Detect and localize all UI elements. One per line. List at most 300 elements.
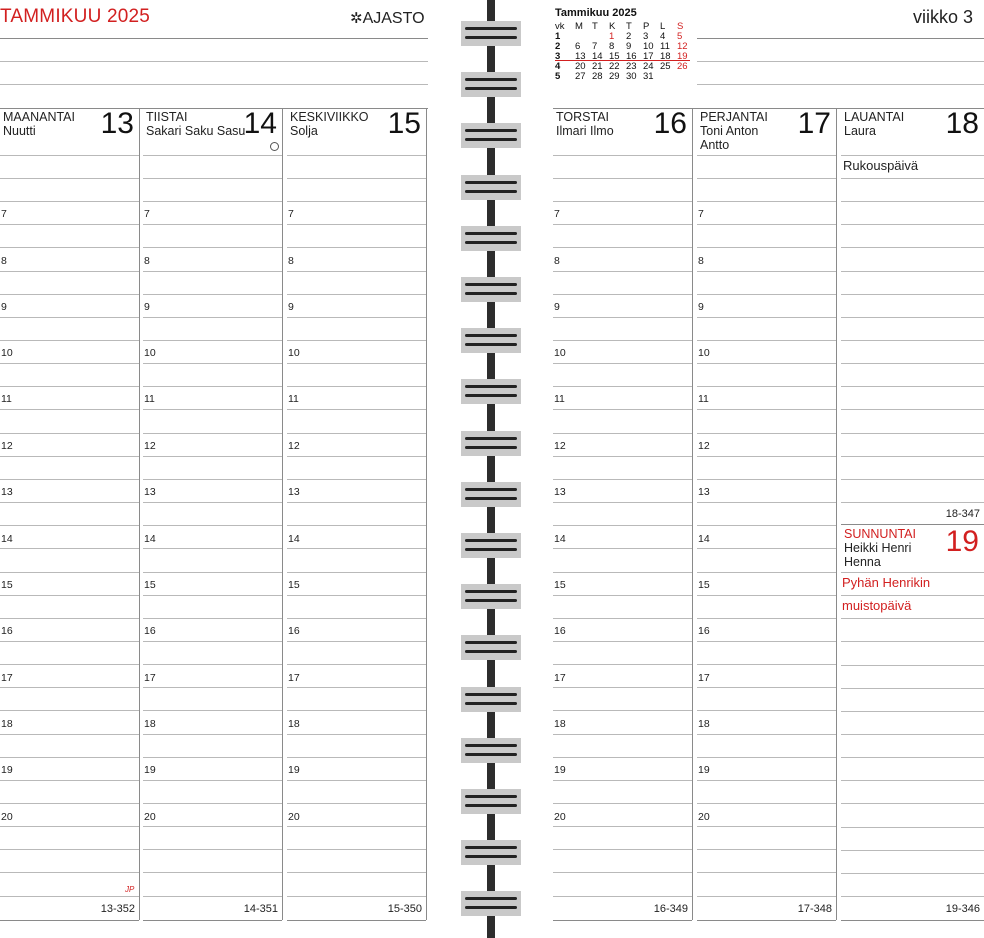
ring-wire bbox=[465, 795, 517, 798]
hour-label: 9 bbox=[288, 301, 294, 313]
line bbox=[287, 849, 426, 850]
hour-label: 14 bbox=[1, 533, 13, 545]
line bbox=[553, 363, 692, 364]
day-name: PERJANTAI bbox=[700, 110, 768, 124]
ring-wire bbox=[465, 343, 517, 346]
line bbox=[553, 849, 692, 850]
ring-slot bbox=[461, 379, 521, 404]
hour-label: 18 bbox=[698, 718, 710, 730]
spiral-ring bbox=[461, 584, 521, 609]
line bbox=[143, 525, 282, 526]
hour-label: 9 bbox=[698, 301, 704, 313]
hour-label: 15 bbox=[554, 579, 566, 591]
mini-calendar-day: 20 bbox=[575, 61, 586, 72]
line bbox=[287, 757, 426, 758]
hour-label: 10 bbox=[144, 347, 156, 359]
line bbox=[0, 479, 139, 480]
mini-calendar-week-number: 3 bbox=[555, 51, 561, 62]
line bbox=[0, 433, 139, 434]
column-bottom-rule bbox=[553, 920, 692, 921]
hour-label: 20 bbox=[698, 811, 710, 823]
mini-calendar-day: 29 bbox=[609, 71, 620, 82]
line bbox=[287, 433, 426, 434]
mini-calendar-day: 23 bbox=[626, 61, 637, 72]
hour-label: 11 bbox=[144, 393, 155, 405]
hour-label: 16 bbox=[144, 625, 156, 637]
header-rule bbox=[841, 155, 984, 156]
line bbox=[697, 224, 836, 225]
mini-calendar-header: vk bbox=[555, 21, 565, 32]
spiral-ring bbox=[461, 891, 521, 916]
hour-label: 12 bbox=[288, 440, 300, 452]
line bbox=[0, 734, 139, 735]
column-bottom-rule bbox=[287, 920, 426, 921]
spiral-ring bbox=[461, 533, 521, 558]
hour-label: 18 bbox=[288, 718, 300, 730]
line bbox=[697, 479, 836, 480]
line bbox=[697, 386, 836, 387]
ring-wire bbox=[465, 129, 517, 132]
ring-wire bbox=[465, 548, 517, 551]
ring-wire bbox=[465, 897, 517, 900]
spiral-ring bbox=[461, 840, 521, 865]
line bbox=[697, 872, 836, 873]
day-of-year: 18-347 bbox=[945, 508, 980, 520]
spiral-ring bbox=[461, 687, 521, 712]
line bbox=[143, 757, 282, 758]
ring-slot bbox=[461, 123, 521, 148]
day-number: 14 bbox=[243, 107, 277, 140]
line bbox=[553, 247, 692, 248]
line bbox=[143, 548, 282, 549]
line bbox=[143, 294, 282, 295]
ring-slot bbox=[461, 328, 521, 353]
line bbox=[697, 525, 836, 526]
line bbox=[553, 317, 692, 318]
line bbox=[553, 803, 692, 804]
spiral-ring bbox=[461, 123, 521, 148]
name-day: Henna bbox=[844, 555, 881, 569]
ring-wire bbox=[465, 181, 517, 184]
spiral-ring bbox=[461, 277, 521, 302]
top-rule bbox=[697, 38, 984, 39]
ring-wire bbox=[465, 693, 517, 696]
mini-calendar-header: M bbox=[575, 21, 583, 32]
line bbox=[0, 386, 139, 387]
line bbox=[0, 224, 139, 225]
line bbox=[697, 849, 836, 850]
line bbox=[143, 896, 282, 897]
line bbox=[697, 340, 836, 341]
day-number: 17 bbox=[797, 107, 831, 140]
line bbox=[553, 201, 692, 202]
hour-label: 17 bbox=[698, 672, 710, 684]
hour-label: 17 bbox=[144, 672, 156, 684]
line bbox=[697, 780, 836, 781]
line bbox=[287, 363, 426, 364]
line bbox=[143, 849, 282, 850]
note-line bbox=[0, 61, 428, 62]
line bbox=[553, 224, 692, 225]
mini-calendar-day: 31 bbox=[643, 71, 654, 82]
line bbox=[553, 502, 692, 503]
hour-label: 10 bbox=[1, 347, 13, 359]
line bbox=[0, 803, 139, 804]
ring-wire bbox=[465, 590, 517, 593]
brand-logo bbox=[350, 9, 425, 28]
mini-calendar-title: Tammikuu 2025 bbox=[555, 7, 637, 19]
hour-label: 13 bbox=[288, 486, 300, 498]
day-of-year: 19-346 bbox=[945, 903, 980, 915]
day-number: 18 bbox=[945, 107, 979, 140]
hour-label: 16 bbox=[288, 625, 300, 637]
hour-label: 9 bbox=[1, 301, 7, 313]
line bbox=[553, 734, 692, 735]
line bbox=[287, 247, 426, 248]
hour-label: 19 bbox=[144, 764, 156, 776]
line bbox=[841, 456, 984, 457]
spiral-ring bbox=[461, 635, 521, 660]
days-top-rule bbox=[553, 108, 984, 109]
line bbox=[553, 548, 692, 549]
line bbox=[553, 340, 692, 341]
mini-calendar-day: 14 bbox=[592, 51, 603, 62]
line bbox=[143, 178, 282, 179]
line bbox=[0, 456, 139, 457]
line bbox=[143, 826, 282, 827]
mini-calendar-week-number: 1 bbox=[555, 31, 561, 42]
line bbox=[143, 618, 282, 619]
line bbox=[553, 456, 692, 457]
hour-label: 9 bbox=[554, 301, 560, 313]
hour-label: 18 bbox=[144, 718, 156, 730]
mini-calendar-day: 4 bbox=[660, 31, 666, 42]
line bbox=[0, 294, 139, 295]
day-number: 16 bbox=[653, 107, 687, 140]
spiral-ring bbox=[461, 226, 521, 251]
line bbox=[287, 572, 426, 573]
line bbox=[287, 803, 426, 804]
line bbox=[287, 548, 426, 549]
header-rule bbox=[287, 155, 426, 156]
holiday-note: Pyhän Henrikin bbox=[842, 575, 931, 590]
mini-calendar-day: 27 bbox=[575, 71, 586, 82]
mini-calendar-day: 22 bbox=[609, 61, 620, 72]
day-number: 19 bbox=[945, 525, 979, 558]
ring-wire bbox=[465, 599, 517, 602]
hour-label: 13 bbox=[554, 486, 566, 498]
ring-wire bbox=[465, 753, 517, 756]
line bbox=[553, 687, 692, 688]
line bbox=[841, 757, 984, 758]
line bbox=[553, 780, 692, 781]
line bbox=[841, 317, 984, 318]
hour-label: 15 bbox=[1, 579, 13, 591]
ring-slot bbox=[461, 21, 521, 46]
line bbox=[841, 502, 984, 503]
line bbox=[841, 433, 984, 434]
line bbox=[697, 641, 836, 642]
line bbox=[0, 780, 139, 781]
ring-slot bbox=[461, 533, 521, 558]
line bbox=[143, 409, 282, 410]
line bbox=[287, 479, 426, 480]
mini-calendar-week-number: 4 bbox=[555, 61, 561, 72]
day-name: KESKIVIIKKO bbox=[290, 110, 369, 124]
line bbox=[697, 572, 836, 573]
line bbox=[0, 525, 139, 526]
ring-slot bbox=[461, 584, 521, 609]
line bbox=[0, 872, 139, 873]
ring-slot bbox=[461, 175, 521, 200]
ring-wire bbox=[465, 138, 517, 141]
spiral-ring bbox=[461, 789, 521, 814]
hour-label: 13 bbox=[698, 486, 710, 498]
ring-slot bbox=[461, 635, 521, 660]
mini-calendar-day: 25 bbox=[660, 61, 671, 72]
hour-label: 17 bbox=[288, 672, 300, 684]
name-day: Ilmari Ilmo bbox=[556, 124, 614, 138]
header-rule bbox=[143, 155, 282, 156]
line bbox=[841, 780, 984, 781]
line bbox=[287, 710, 426, 711]
ring-slot bbox=[461, 482, 521, 507]
ring-slot bbox=[461, 226, 521, 251]
hour-label: 20 bbox=[554, 811, 566, 823]
line bbox=[553, 710, 692, 711]
line bbox=[287, 386, 426, 387]
mini-calendar-day: 1 bbox=[609, 31, 615, 42]
line bbox=[697, 757, 836, 758]
ring-wire bbox=[465, 641, 517, 644]
mini-calendar-day: 19 bbox=[677, 51, 688, 62]
ring-wire bbox=[465, 855, 517, 858]
line bbox=[143, 780, 282, 781]
hour-label: 7 bbox=[554, 208, 560, 220]
line bbox=[287, 201, 426, 202]
line bbox=[0, 710, 139, 711]
hour-label: 12 bbox=[554, 440, 566, 452]
ring-wire bbox=[465, 437, 517, 440]
mini-calendar-day: 26 bbox=[677, 61, 688, 72]
line bbox=[697, 803, 836, 804]
line bbox=[287, 224, 426, 225]
hour-label: 19 bbox=[288, 764, 300, 776]
line bbox=[0, 271, 139, 272]
line bbox=[553, 386, 692, 387]
line bbox=[0, 595, 139, 596]
line bbox=[287, 502, 426, 503]
hour-label: 11 bbox=[1, 393, 12, 405]
hour-label: 20 bbox=[288, 811, 300, 823]
note-line bbox=[0, 84, 428, 85]
column-divider bbox=[426, 108, 427, 920]
line bbox=[841, 688, 984, 689]
brand-star-icon: ✲ bbox=[350, 10, 363, 27]
day-name: LAUANTAI bbox=[844, 110, 905, 124]
name-day: Laura bbox=[844, 124, 876, 138]
line bbox=[841, 271, 984, 272]
line bbox=[287, 456, 426, 457]
line bbox=[143, 201, 282, 202]
hour-label: 11 bbox=[288, 393, 299, 405]
line bbox=[841, 340, 984, 341]
ring-wire bbox=[465, 78, 517, 81]
line bbox=[287, 340, 426, 341]
line bbox=[143, 456, 282, 457]
line bbox=[841, 386, 984, 387]
mini-calendar-day: 30 bbox=[626, 71, 637, 82]
hour-label: 12 bbox=[1, 440, 13, 452]
line bbox=[553, 664, 692, 665]
hour-label: 8 bbox=[698, 255, 704, 267]
hour-label: 19 bbox=[554, 764, 566, 776]
hour-label: 18 bbox=[554, 718, 566, 730]
line bbox=[0, 409, 139, 410]
mini-calendar-header: K bbox=[609, 21, 616, 32]
ring-slot bbox=[461, 840, 521, 865]
line bbox=[287, 525, 426, 526]
mini-calendar-header: T bbox=[592, 21, 598, 32]
mini-calendar-day: 18 bbox=[660, 51, 671, 62]
mini-calendar-day: 16 bbox=[626, 51, 637, 62]
ring-wire bbox=[465, 283, 517, 286]
line bbox=[0, 572, 139, 573]
line bbox=[553, 294, 692, 295]
mini-calendar-day: 17 bbox=[643, 51, 654, 62]
column-divider bbox=[692, 108, 693, 920]
line bbox=[143, 224, 282, 225]
ring-wire bbox=[465, 394, 517, 397]
line bbox=[841, 201, 984, 202]
hour-label: 14 bbox=[554, 533, 566, 545]
mini-calendar-day: 13 bbox=[575, 51, 586, 62]
mini-calendar-day: 15 bbox=[609, 51, 620, 62]
top-rule bbox=[0, 38, 428, 39]
initials-mark: JP bbox=[125, 885, 135, 894]
line bbox=[841, 803, 984, 804]
line bbox=[0, 664, 139, 665]
hour-label: 14 bbox=[144, 533, 156, 545]
line bbox=[0, 317, 139, 318]
mini-calendar-day: 10 bbox=[643, 41, 654, 52]
line bbox=[143, 271, 282, 272]
days-top-rule bbox=[0, 108, 428, 109]
line bbox=[697, 317, 836, 318]
ring-wire bbox=[465, 36, 517, 39]
line bbox=[553, 271, 692, 272]
day-note: Rukouspäivä bbox=[843, 158, 919, 173]
line bbox=[143, 595, 282, 596]
line bbox=[143, 687, 282, 688]
line bbox=[697, 271, 836, 272]
hour-label: 13 bbox=[144, 486, 156, 498]
line bbox=[287, 780, 426, 781]
mini-calendar-day: 28 bbox=[592, 71, 603, 82]
line bbox=[143, 710, 282, 711]
mini-calendar-day: 11 bbox=[660, 41, 670, 52]
line bbox=[0, 247, 139, 248]
hour-label: 18 bbox=[1, 718, 13, 730]
mini-calendar-day: 24 bbox=[643, 61, 654, 72]
hour-label: 7 bbox=[1, 208, 7, 220]
line bbox=[841, 873, 984, 874]
hour-label: 19 bbox=[698, 764, 710, 776]
hour-label: 12 bbox=[698, 440, 710, 452]
column-bottom-rule bbox=[841, 920, 984, 921]
hour-label: 8 bbox=[288, 255, 294, 267]
hour-label: 16 bbox=[554, 625, 566, 637]
line bbox=[553, 409, 692, 410]
ring-wire bbox=[465, 702, 517, 705]
line bbox=[697, 896, 836, 897]
line bbox=[287, 317, 426, 318]
line bbox=[697, 548, 836, 549]
line bbox=[697, 502, 836, 503]
line bbox=[553, 757, 692, 758]
line bbox=[697, 433, 836, 434]
line bbox=[697, 595, 836, 596]
month-title: TAMMIKUU 2025 bbox=[0, 6, 151, 27]
line bbox=[143, 247, 282, 248]
line bbox=[841, 409, 984, 410]
hour-label: 20 bbox=[1, 811, 13, 823]
mini-calendar-header: L bbox=[660, 21, 666, 32]
hour-label: 19 bbox=[1, 764, 13, 776]
hour-label: 9 bbox=[144, 301, 150, 313]
name-day: Antto bbox=[700, 138, 730, 152]
line bbox=[0, 826, 139, 827]
day-of-year: 17-348 bbox=[797, 903, 832, 915]
line bbox=[143, 433, 282, 434]
hour-label: 14 bbox=[698, 533, 710, 545]
ring-wire bbox=[465, 292, 517, 295]
line bbox=[0, 849, 139, 850]
brand-name: AJASTO bbox=[362, 10, 425, 27]
line bbox=[841, 665, 984, 666]
line bbox=[697, 294, 836, 295]
day-name: TIISTAI bbox=[146, 110, 188, 124]
mini-calendar-day: 3 bbox=[643, 31, 649, 42]
mini-calendar-week-number: 2 bbox=[555, 41, 561, 52]
line bbox=[143, 502, 282, 503]
line bbox=[553, 595, 692, 596]
line bbox=[553, 525, 692, 526]
mini-calendar-day: 7 bbox=[592, 41, 598, 52]
ring-slot bbox=[461, 738, 521, 763]
line bbox=[841, 178, 984, 179]
line bbox=[841, 294, 984, 295]
column-divider bbox=[836, 108, 837, 920]
hour-label: 20 bbox=[144, 811, 156, 823]
ring-wire bbox=[465, 87, 517, 90]
day-of-year: 15-350 bbox=[387, 903, 422, 915]
line bbox=[0, 687, 139, 688]
ring-wire bbox=[465, 27, 517, 30]
name-day: Heikki Henri bbox=[844, 541, 912, 555]
day-of-year: 13-352 bbox=[100, 903, 135, 915]
ring-wire bbox=[465, 334, 517, 337]
column-divider bbox=[282, 108, 283, 920]
ring-wire bbox=[465, 488, 517, 491]
line bbox=[287, 641, 426, 642]
line bbox=[0, 548, 139, 549]
spiral-ring bbox=[461, 328, 521, 353]
mini-calendar-day: 2 bbox=[626, 31, 632, 42]
line bbox=[553, 641, 692, 642]
current-week-highlight bbox=[555, 60, 690, 61]
ring-slot bbox=[461, 72, 521, 97]
